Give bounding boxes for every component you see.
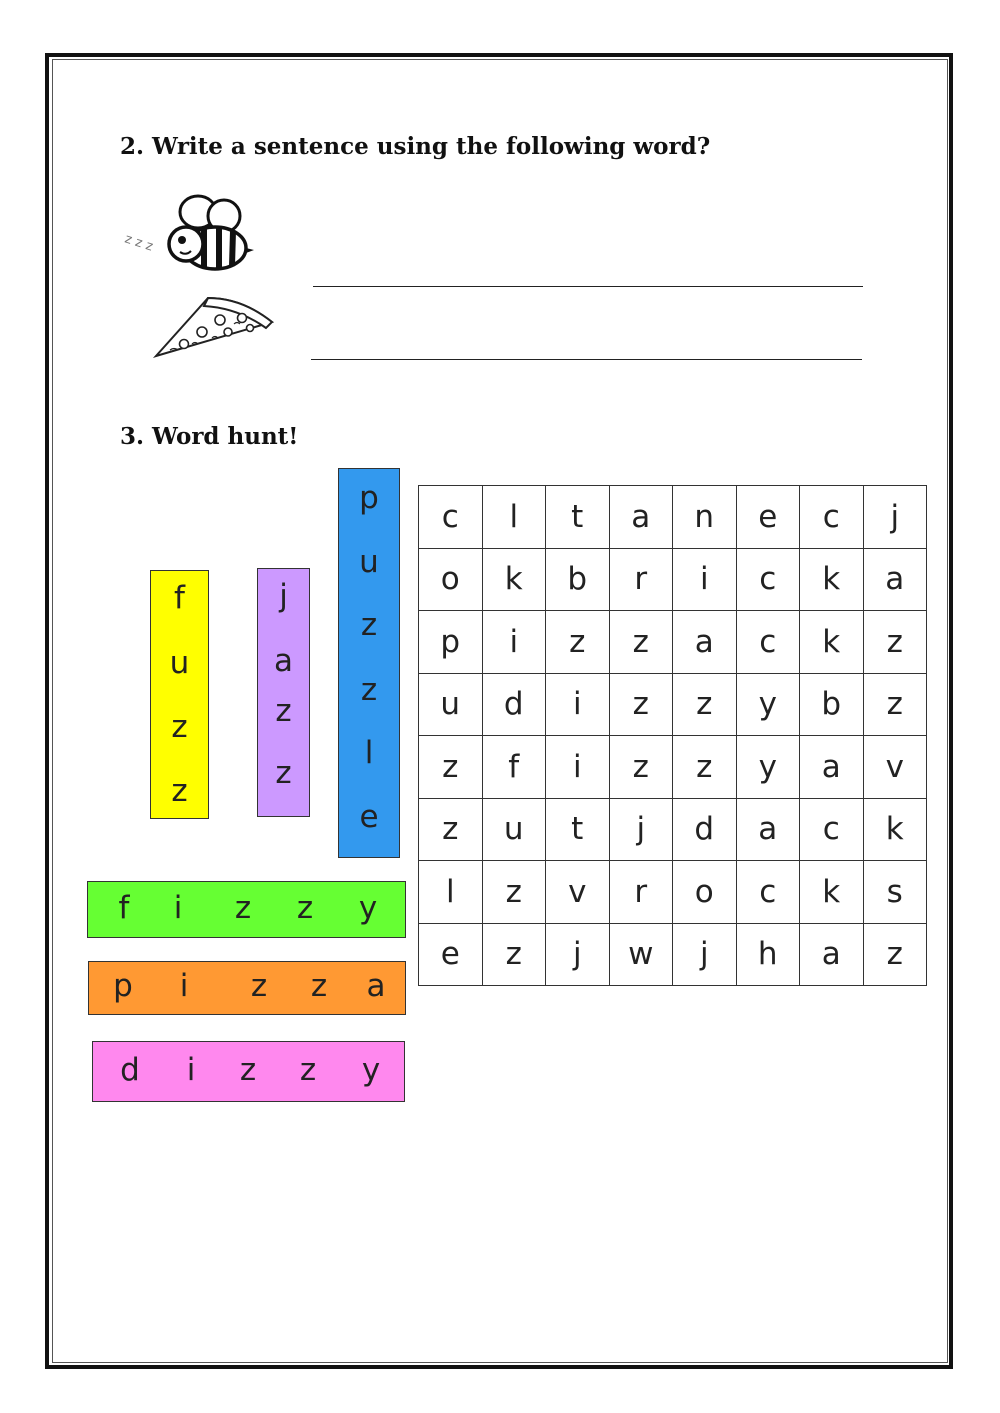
grid-cell[interactable]: z xyxy=(863,673,927,736)
grid-cell[interactable]: i xyxy=(482,611,546,674)
grid-cell[interactable]: y xyxy=(736,736,800,799)
grid-cell[interactable]: z xyxy=(546,611,610,674)
grid-cell[interactable]: t xyxy=(546,798,610,861)
word-card-jazz[interactable] xyxy=(257,568,310,817)
word-card-letter: y xyxy=(361,1051,381,1088)
word-card-puzzle[interactable] xyxy=(338,468,400,858)
grid-cell[interactable]: z xyxy=(419,736,483,799)
grid-cell[interactable]: c xyxy=(736,861,800,924)
word-card-letter: z xyxy=(171,773,188,809)
grid-cell[interactable]: z xyxy=(863,923,927,986)
grid-cell[interactable]: c xyxy=(419,486,483,549)
grid-cell[interactable]: w xyxy=(609,923,673,986)
grid-row xyxy=(419,798,927,861)
section-2-heading: 2. Write a sentence using the following word? xyxy=(120,133,711,160)
word-card-letter: a xyxy=(274,643,293,679)
grid-cell[interactable]: d xyxy=(673,798,737,861)
grid-row xyxy=(419,611,927,674)
grid-cell[interactable]: u xyxy=(482,798,546,861)
grid-cell[interactable]: z xyxy=(863,611,927,674)
grid-cell[interactable]: v xyxy=(546,861,610,924)
word-card-letter: z xyxy=(234,889,252,926)
word-card-letter: e xyxy=(359,799,379,835)
pizza-slice-icon xyxy=(150,292,280,364)
word-card-letter: i xyxy=(179,967,189,1004)
word-card-letter: i xyxy=(173,889,183,926)
grid-cell[interactable]: z xyxy=(482,861,546,924)
grid-cell[interactable]: z xyxy=(609,673,673,736)
grid-cell[interactable]: i xyxy=(546,736,610,799)
word-card-letter: z xyxy=(360,607,378,643)
word-card-letter: z xyxy=(275,755,292,791)
word-card-letter: i xyxy=(186,1051,196,1088)
grid-cell[interactable]: i xyxy=(673,548,737,611)
word-card-letter: f xyxy=(118,889,130,926)
word-card-letter: p xyxy=(113,967,133,1004)
grid-cell[interactable]: k xyxy=(863,798,927,861)
word-card-letter: z xyxy=(296,889,314,926)
grid-cell[interactable]: a xyxy=(673,611,737,674)
grid-cell[interactable]: z xyxy=(609,611,673,674)
grid-cell[interactable]: r xyxy=(609,548,673,611)
grid-cell[interactable]: z xyxy=(609,736,673,799)
grid-cell[interactable]: p xyxy=(419,611,483,674)
sleep-z-text: z z z xyxy=(122,231,155,255)
grid-cell[interactable]: a xyxy=(736,798,800,861)
grid-cell[interactable]: j xyxy=(863,486,927,549)
section-3-heading: 3. Word hunt! xyxy=(120,423,299,450)
word-card-letter: z xyxy=(275,693,292,729)
grid-cell[interactable]: d xyxy=(482,673,546,736)
word-card-letter: u xyxy=(359,544,379,580)
word-card-letter: z xyxy=(250,967,268,1004)
grid-cell[interactable]: z xyxy=(419,798,483,861)
grid-cell[interactable]: y xyxy=(736,673,800,736)
grid-row xyxy=(419,548,927,611)
word-card-fuzz[interactable] xyxy=(150,570,209,819)
grid-cell[interactable]: a xyxy=(609,486,673,549)
grid-cell[interactable]: t xyxy=(546,486,610,549)
word-card-letter: z xyxy=(360,672,378,708)
word-card-letter: a xyxy=(366,967,386,1004)
grid-cell[interactable]: i xyxy=(546,673,610,736)
sleeping-bee-icon xyxy=(120,190,255,280)
grid-row xyxy=(419,673,927,736)
word-card-letter: p xyxy=(359,480,379,516)
word-card-letter: f xyxy=(174,580,185,616)
grid-cell[interactable]: o xyxy=(419,548,483,611)
grid-cell[interactable]: r xyxy=(609,861,673,924)
grid-row xyxy=(419,486,927,549)
grid-cell[interactable]: l xyxy=(419,861,483,924)
grid-cell[interactable]: c xyxy=(800,486,864,549)
grid-cell[interactable]: o xyxy=(673,861,737,924)
grid-row xyxy=(419,861,927,924)
grid-row xyxy=(419,923,927,986)
grid-cell[interactable]: c xyxy=(736,548,800,611)
word-card-dizzy[interactable] xyxy=(92,1041,405,1102)
grid-cell[interactable]: n xyxy=(673,486,737,549)
word-card-letter: d xyxy=(120,1051,140,1088)
grid-cell[interactable]: h xyxy=(736,923,800,986)
grid-cell[interactable]: u xyxy=(419,673,483,736)
grid-cell[interactable]: c xyxy=(800,798,864,861)
word-search-grid xyxy=(418,485,927,986)
word-card-letter: u xyxy=(169,645,190,681)
word-card-letter: l xyxy=(364,735,374,771)
grid-cell[interactable]: b xyxy=(546,548,610,611)
grid-cell[interactable]: e xyxy=(736,486,800,549)
grid-cell[interactable]: j xyxy=(609,798,673,861)
word-card-letter: y xyxy=(358,889,378,926)
word-card-letter: z xyxy=(299,1051,317,1088)
grid-cell[interactable]: z xyxy=(673,673,737,736)
word-card-letter: z xyxy=(239,1051,257,1088)
word-card-pizza[interactable] xyxy=(88,961,406,1015)
grid-cell[interactable]: a xyxy=(800,736,864,799)
grid-cell[interactable]: k xyxy=(800,611,864,674)
grid-cell[interactable]: k xyxy=(800,861,864,924)
grid-cell[interactable]: j xyxy=(546,923,610,986)
grid-cell[interactable]: z xyxy=(482,923,546,986)
word-card-letter: z xyxy=(310,967,328,1004)
grid-cell[interactable]: a xyxy=(863,548,927,611)
word-card-letter: z xyxy=(171,709,188,745)
grid-cell[interactable]: l xyxy=(482,486,546,549)
grid-cell[interactable]: a xyxy=(800,923,864,986)
answer-line-2[interactable] xyxy=(311,359,862,360)
grid-row xyxy=(419,736,927,799)
grid-cell[interactable]: c xyxy=(736,611,800,674)
grid-cell[interactable]: z xyxy=(673,736,737,799)
word-card-fizzy[interactable] xyxy=(87,881,406,938)
answer-line-1[interactable] xyxy=(313,286,863,287)
grid-cell[interactable]: s xyxy=(863,861,927,924)
grid-cell[interactable]: k xyxy=(482,548,546,611)
word-card-letter: j xyxy=(279,578,288,614)
grid-cell[interactable]: v xyxy=(863,736,927,799)
grid-cell[interactable]: e xyxy=(419,923,483,986)
grid-cell[interactable]: f xyxy=(482,736,546,799)
grid-cell[interactable]: b xyxy=(800,673,864,736)
grid-cell[interactable]: j xyxy=(673,923,737,986)
grid-cell[interactable]: k xyxy=(800,548,864,611)
